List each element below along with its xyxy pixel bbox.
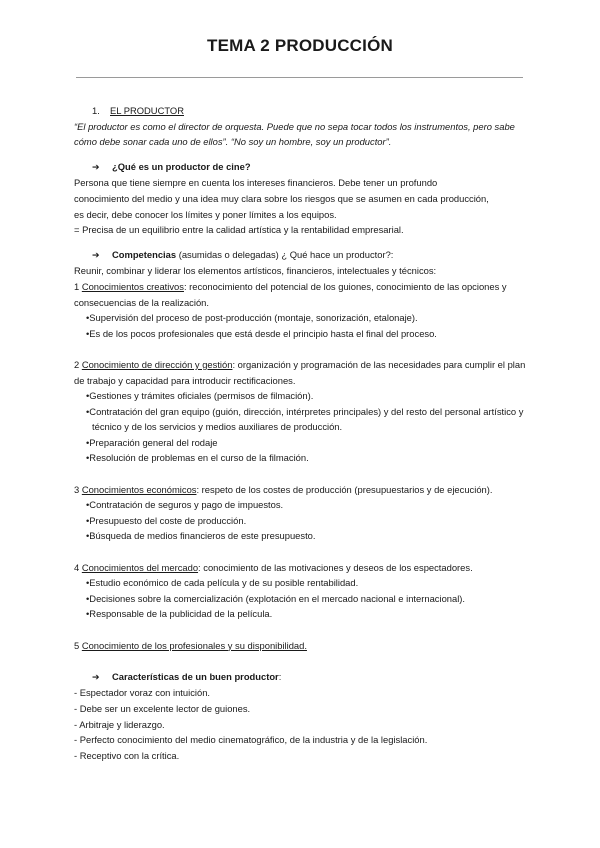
list-item: •Contratación del gran equipo (guión, dirección, intérpretes principales) y del resto del personal artístico y técnico y de los servicios y medios auxiliares de producción. [86, 405, 524, 433]
competency-1: 1 Conocimientos creativos: reconocimiento del potencial de los guiones, conocimiento de las opciones y consecuencias de la realización. [74, 280, 507, 308]
list-item: - Arbitraje y liderazgo. [74, 718, 165, 730]
list-item: •Preparación general del rodaje [86, 436, 218, 448]
list-item: - Espectador voraz con intuición. [74, 687, 211, 699]
bullet-icon: • [86, 499, 90, 511]
paragraph-line: = Precisa de un equilibrio entre la calidad artística y la rentabilidad empresarial. [74, 224, 404, 236]
list-item: •Presupuesto del coste de producción. [86, 514, 247, 526]
competencias-intro: Reunir, combinar y liderar los elementos artísticos, financieros, intelectuales y técnicos: [74, 265, 437, 277]
page-title: TEMA 2 PRODUCCIÓN [206, 36, 393, 55]
list-item: •Resolución de problemas en el curso de la filmación. [86, 452, 309, 464]
competency-5: 5 Conocimiento de los profesionales y su disponibilidad. [74, 639, 307, 651]
paragraph-line: Persona que tiene siempre en cuenta los intereses financieros. Debe tener un profundo [74, 177, 438, 189]
bullet-icon: • [86, 436, 90, 448]
list-item: •Búsqueda de medios financieros de este presupuesto. [86, 530, 316, 542]
list-item: •Contratación de seguros y pago de impuestos. [86, 499, 284, 511]
competency-2: 2 Conocimiento de dirección y gestión: organización y programación de las necesidades para cumplir el plan de trabajo y capacidad para introducir rectificaciones. [74, 358, 526, 386]
section-heading [74, 103, 526, 119]
subheading-competencias: ➔ Competencias (asumidas o delegadas) ¿ Qué hace un productor?: [74, 247, 526, 264]
list-item: - Debe ser un excelente lector de guiones. [74, 702, 251, 714]
section-number: 1. [92, 105, 100, 116]
producer-quote: “El productor es como el director de orquesta. Puede que no sepa tocar todos los instrumentos, pero sabe cómo debe sonar cada uno de ellos”. “No soy un hombre, soy un productor”. [74, 120, 515, 148]
bullet-icon: • [86, 577, 90, 589]
bullet-icon: • [86, 405, 90, 417]
subheading-que-es: ➔ ¿Qué es un productor de cine? [74, 159, 526, 176]
bullet-icon: • [86, 390, 90, 402]
list-item: •Supervisión del proceso de post-producción (montaje, sonorización, etalonaje). [86, 312, 418, 324]
list-item: •Estudio económico de cada película y de su posible rentabilidad. [86, 577, 359, 589]
list-item: - Perfecto conocimiento del medio cinematográfico, de la industria y de la legislación. [74, 734, 428, 746]
list-item: •Gestiones y trámites oficiales (permisos de filmación). [86, 390, 314, 402]
arrow-icon: ➔ [92, 249, 100, 260]
bullet-icon: • [86, 327, 90, 339]
subheading-caracteristicas: ➔ Características de un buen productor: [74, 669, 526, 686]
competency-4: 4 Conocimientos del mercado: conocimiento de las motivaciones y deseos de los espectadores. [74, 561, 473, 573]
bullet-icon: • [86, 530, 90, 542]
list-item: •Es de los pocos profesionales que está desde el principio hasta el final del proceso. [86, 327, 437, 339]
bullet-icon: • [86, 312, 90, 324]
competency-3: 3 Conocimientos económicos: respeto de los costes de producción (presupuestarios y de ejecución). [74, 483, 493, 495]
document-body [74, 103, 526, 763]
arrow-icon: ➔ [92, 161, 100, 172]
bullet-icon: • [86, 608, 90, 620]
paragraph-line: es decir, debe conocer los límites y poner límites a los equipos. [74, 208, 337, 220]
bullet-icon: • [86, 452, 90, 464]
list-item: •Decisiones sobre la comercialización (explotación en el mercado nacional e internacional). [86, 592, 466, 604]
section-title: EL PRODUCTOR [110, 105, 184, 116]
list-item: •Responsable de la publicidad de la película. [86, 608, 273, 620]
title-divider [76, 77, 523, 78]
paragraph-line: conocimiento del medio y una idea muy clara sobre los riesgos que se asumen en cada producción, [74, 192, 489, 204]
bullet-icon: • [86, 592, 90, 604]
bullet-icon: • [86, 514, 90, 526]
arrow-icon: ➔ [92, 671, 100, 682]
list-item: - Receptivo con la crítica. [74, 749, 180, 761]
